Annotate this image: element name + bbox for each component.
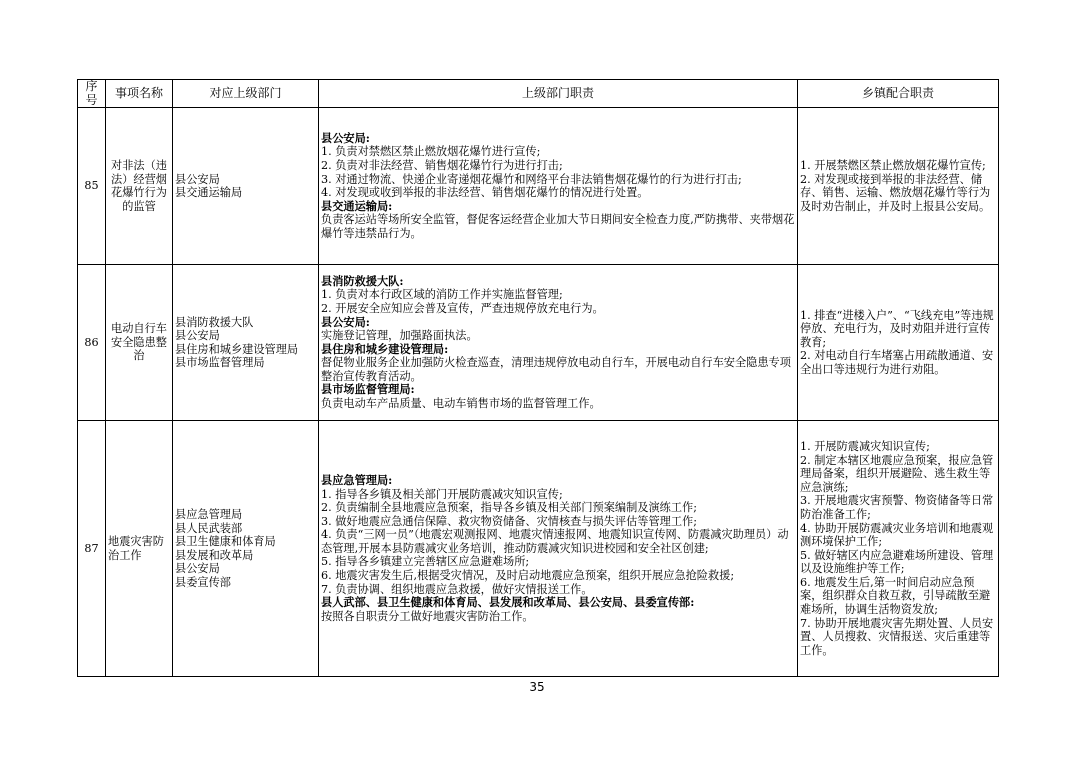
town-duty-line: 2. 制定本辖区地震应急预案，报应急管理局备案，组织开展避险、逃生救生等应急演练; [800,453,994,494]
cell-name: 电动自行车安全隐患整治 [106,265,173,421]
header-name: 事项名称 [106,80,173,108]
dept-name: 县住房和城乡建设管理局 [175,342,299,356]
table-row [78,108,999,265]
duty-line: 5. 指导各乡镇建立完善辖区应急避难场所; [321,555,530,569]
dept-heading: 县公安局: [321,314,370,329]
header-upper-duty: 上级部门职责 [319,80,798,108]
duty-line: 6. 地震灾害发生后,根据受灾情况，及时启动地震应急预案，组织开展应急抢险救援; [321,569,735,583]
dept-name: 县公安局 [175,172,220,186]
cell-town-duty [798,108,999,265]
duty-table [77,79,999,677]
duty-line: 实施登记管理，加强路面执法。 [321,329,478,343]
cell-depts [173,421,319,677]
dept-name: 县市场监督管理局 [175,356,265,370]
town-duty-line: 6. 地震发生后,第一时间启动应急预案，组织群众自救互救，引导疏散至避难场所，协调生活物资发放; [800,575,991,617]
cell-seq: 87 [78,421,106,677]
dept-heading: 县住房和城乡建设管理局: [321,341,449,356]
dept-name: 县委宣传部 [175,575,231,589]
duty-line: 4. 对发现或收到举报的非法经营、销售烟花爆竹的情况进行处置。 [321,186,649,200]
duty-line: 督促物业服务企业加强防火检查巡查，清理违规停放电动自行车，开展电动自行车安全隐患专项整治宣传教育活动。 [321,356,791,383]
cell-seq: 85 [78,108,106,265]
town-duty-line: 7. 协助开展地震灾害先期处置、人员安置、人员搜救、灾情报送、灾后重建等工作。 [800,616,994,657]
table-row [78,265,999,421]
duty-line: 3. 对通过物流、快递企业寄递烟花爆竹和网络平台非法销售烟花爆竹的行为进行打击; [321,172,742,186]
cell-seq: 86 [78,265,106,421]
town-duty-line: 1. 开展禁燃区禁止燃放烟花爆竹宣传; [800,159,986,172]
table-row [78,421,999,677]
dept-heading: 县消防救援大队: [321,273,404,288]
duty-line: 2. 开展安全应知应会普及宣传，严查违规停放充电行为。 [321,301,604,315]
town-duty-line: 1. 排查“进楼入户”、“飞线充电”等违规停放、充电行为，及时劝阻并进行宣传教育; [800,308,994,349]
duty-line: 1. 指导各乡镇及相关部门开展防震减灾知识宣传; [321,487,563,501]
header-seq: 序号 [78,80,106,108]
town-duty-line: 2. 对发现或接到举报的非法经营、储存、销售、运输、燃放烟花爆竹等行为及时劝告制止，并及时上报县公安局。 [800,172,991,213]
cell-upper-duty [319,108,798,265]
duty-line: 2. 负责编制全县地震应急预案，指导各乡镇及相关部门预案编制及演练工作; [321,501,698,515]
table-header-row [78,80,999,108]
header-town-duty: 乡镇配合职责 [798,80,999,108]
cell-depts [173,265,319,421]
dept-name: 县人民武装部 [175,521,243,535]
duty-line: 7. 负责协调、组织地震应急救援，做好灾情报送工作。 [321,582,593,596]
cell-upper-duty [319,265,798,421]
dept-heading: 县公安局: [321,130,370,145]
town-duty-line: 2. 对电动自行车堵塞占用疏散通道、安全出口等违规行为进行劝阻。 [800,349,994,377]
town-duty-line: 4. 协助开展防震减灾业务培训和地震观测环境保护工作; [800,521,994,549]
duty-line: 4. 负责“三网一员”（地震宏观测报网、地震灾情速报网、地震知识宣传网、防震减灾助理员）动态管理,开展本县防震减灾业务培训，推动防震减灾知识进校园和安全社区创建; [321,528,789,555]
dept-heading: 县人武部、县卫生健康和体育局、县发展和改革局、县公安局、县委宣传部: [321,595,695,610]
cell-town-duty [798,265,999,421]
cell-name: 地震灾害防治工作 [106,421,173,677]
duty-line: 2. 负责对非法经营、销售烟花爆竹行为进行打击; [321,159,563,172]
duty-line: 按照各自职责分工做好地震灾害防治工作。 [321,609,534,623]
dept-name: 县发展和改革局 [175,548,254,562]
dept-heading: 县市场监督管理局: [321,382,415,397]
town-duty-line: 5. 做好辖区内应急避难场所建设、管理以及设施维护等工作; [800,548,994,576]
dept-name: 县卫生健康和体育局 [175,535,276,549]
dept-name: 县公安局 [175,562,220,576]
duty-line: 负责客运站等场所安全监管，督促客运经营企业加大节日期间安全检查力度,严防携带、夹带烟花爆竹等违禁品行为。 [321,213,795,240]
cell-name: 对非法（违法）经营烟花爆竹行为的监管 [106,108,173,265]
dept-name: 县消防救援大队 [175,315,254,329]
duty-line: 3. 做好地震应急通信保障、救灾物资储备、灾情核查与损失评估等管理工作; [321,514,698,528]
duty-line: 1. 负责对本行政区域的消防工作并实施监督管理; [321,288,563,302]
duty-line: 1. 负责对禁燃区禁止燃放烟花爆竹进行宣传; [321,145,541,159]
duty-line: 负责电动车产品质量、电动车销售市场的监督管理工作。 [321,397,601,411]
page-number: 35 [529,680,545,694]
cell-town-duty [798,421,999,677]
dept-name: 县交通运输局 [175,186,243,200]
dept-name: 县应急管理局 [175,507,243,521]
town-duty-line: 1. 开展防震减灾知识宣传; [800,439,930,453]
dept-heading: 县交通运输局: [321,198,393,213]
cell-depts [173,108,319,265]
dept-heading: 县应急管理局: [321,472,393,487]
header-dept: 对应上级部门 [173,80,319,108]
dept-name: 县公安局 [175,329,220,343]
cell-upper-duty [319,421,798,677]
town-duty-line: 3. 开展地震灾害预警、物资储备等日常防治准备工作; [800,494,994,521]
